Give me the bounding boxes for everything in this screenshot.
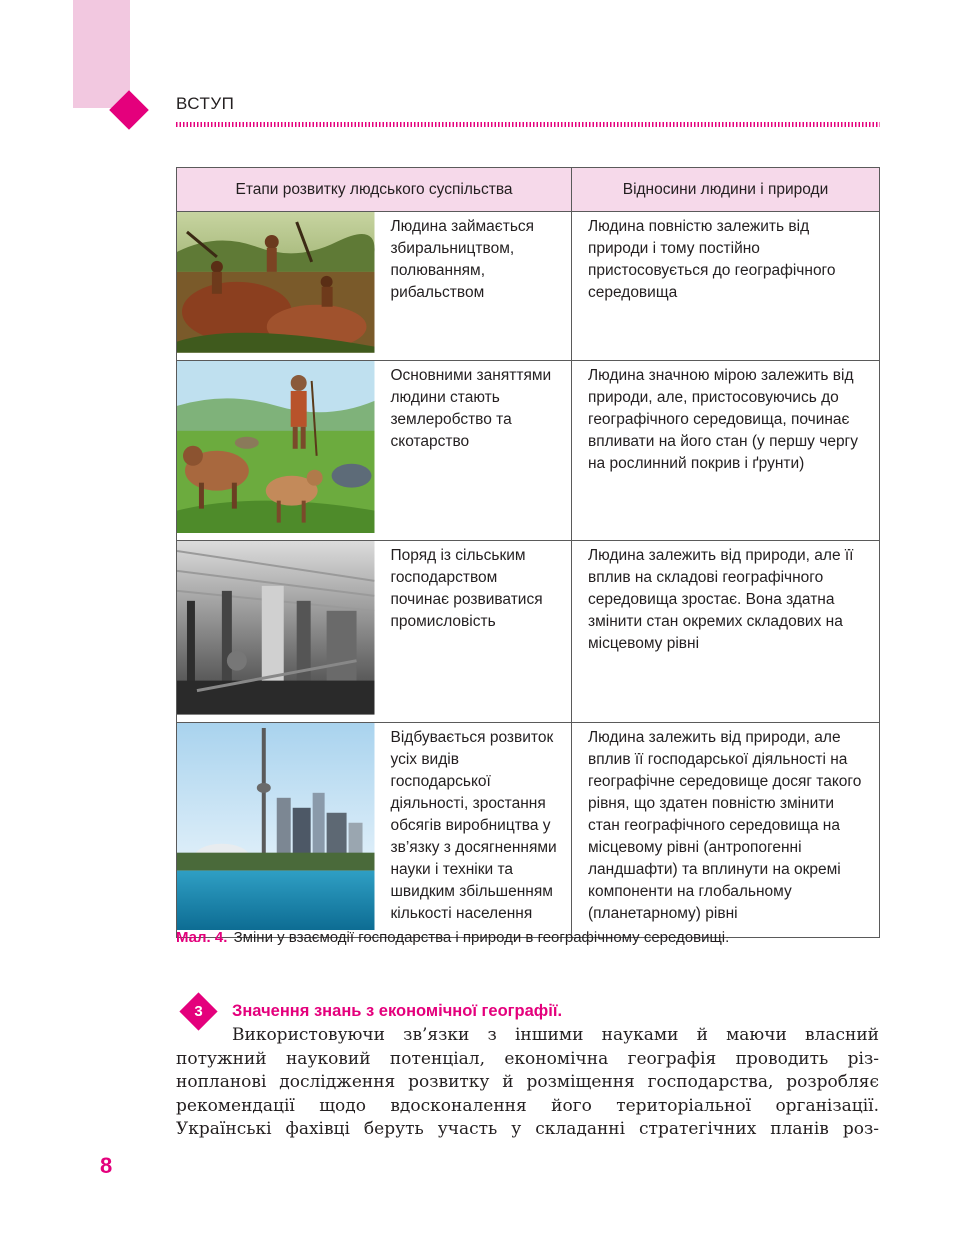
paragraph-line: Використовуючи зв’язки з іншими науками й маючи власний — [232, 1025, 879, 1045]
caption-text: Зміни у взаємодії господарства і природи в географічному середовищі. — [233, 929, 730, 946]
table-row — [177, 212, 880, 361]
section-number: 3 — [194, 1003, 203, 1020]
header-relations: Відносини людини і природи — [572, 168, 880, 212]
caption-label: Мал. 4. — [176, 929, 228, 946]
figure-caption — [176, 929, 729, 946]
relation-text: Людина залежить від природи, але вплив її господарської діяльності на географічне середовище досяг такого рівня, що здатен повністю змінити стан географічного середовища на місцевому рівні (антропогенні ландшафти) та вплинути на окремі компоненти на глобальному (планетарному) рівні — [572, 722, 880, 937]
modern-city-skyline-photo — [177, 722, 375, 937]
stage-text: Відбувається розвиток усіх видів господарської діяльності, зростання обсягів виробництва у зв’язку з досягненнями науки і техніки та швидким збільшенням кількості населення — [375, 722, 572, 937]
development-stages-table — [176, 167, 880, 938]
header-dotted-rule — [176, 122, 880, 127]
paragraph-line: потужний науковий потенціал, економічна географія проводить різ- — [176, 1048, 879, 1069]
relation-text: Людина залежить від природи, але її вплив на складові географічного середовища зростає. Вона здатна змінити стан окремих складових на місцевому рівні — [572, 541, 880, 723]
relation-text: Людина повністю залежить від природи і тому постійно пристосовується до географічного середовища — [572, 212, 880, 361]
table-row — [177, 541, 880, 723]
body-paragraph — [176, 1024, 879, 1142]
table-row — [177, 360, 880, 541]
paragraph-line: нопланові дослідження розвитку й розміщення господарства, розробляє — [176, 1072, 879, 1092]
section-title: ВСТУП — [176, 94, 235, 113]
page-corner-tab — [73, 0, 130, 108]
primitive-gatherers-illustration — [177, 212, 375, 361]
paragraph-line: Українські фахівці беруть участь у складанні стратегічних планів роз- — [176, 1119, 879, 1139]
stage-text: Людина займається збиральництвом, полюванням, рибальством — [375, 212, 572, 361]
herder-with-goats-illustration — [177, 360, 375, 541]
header-stages: Етапи розвитку людського суспільства — [177, 168, 572, 212]
section-heading: Значення знань з економічної географії. — [232, 1002, 563, 1020]
page-number: 8 — [100, 1153, 113, 1178]
relation-text: Людина значною мірою залежить від природи, але, пристосовуючись до географічного середовища, починає впливати на його стан (у першу чергу на рослинний покрив і ґрунти) — [572, 360, 880, 541]
industrial-factory-photo — [177, 541, 375, 723]
paragraph-line: рекомендації щодо вдосконалення його територіальної організації. — [176, 1095, 879, 1116]
table-row — [177, 722, 880, 937]
table-header-row — [177, 168, 880, 212]
stage-text: Основними заняттями людини стають землеробство та скотарство — [375, 360, 572, 541]
stage-text: Поряд із сільським господарством починає розвиватися промисловість — [375, 541, 572, 723]
